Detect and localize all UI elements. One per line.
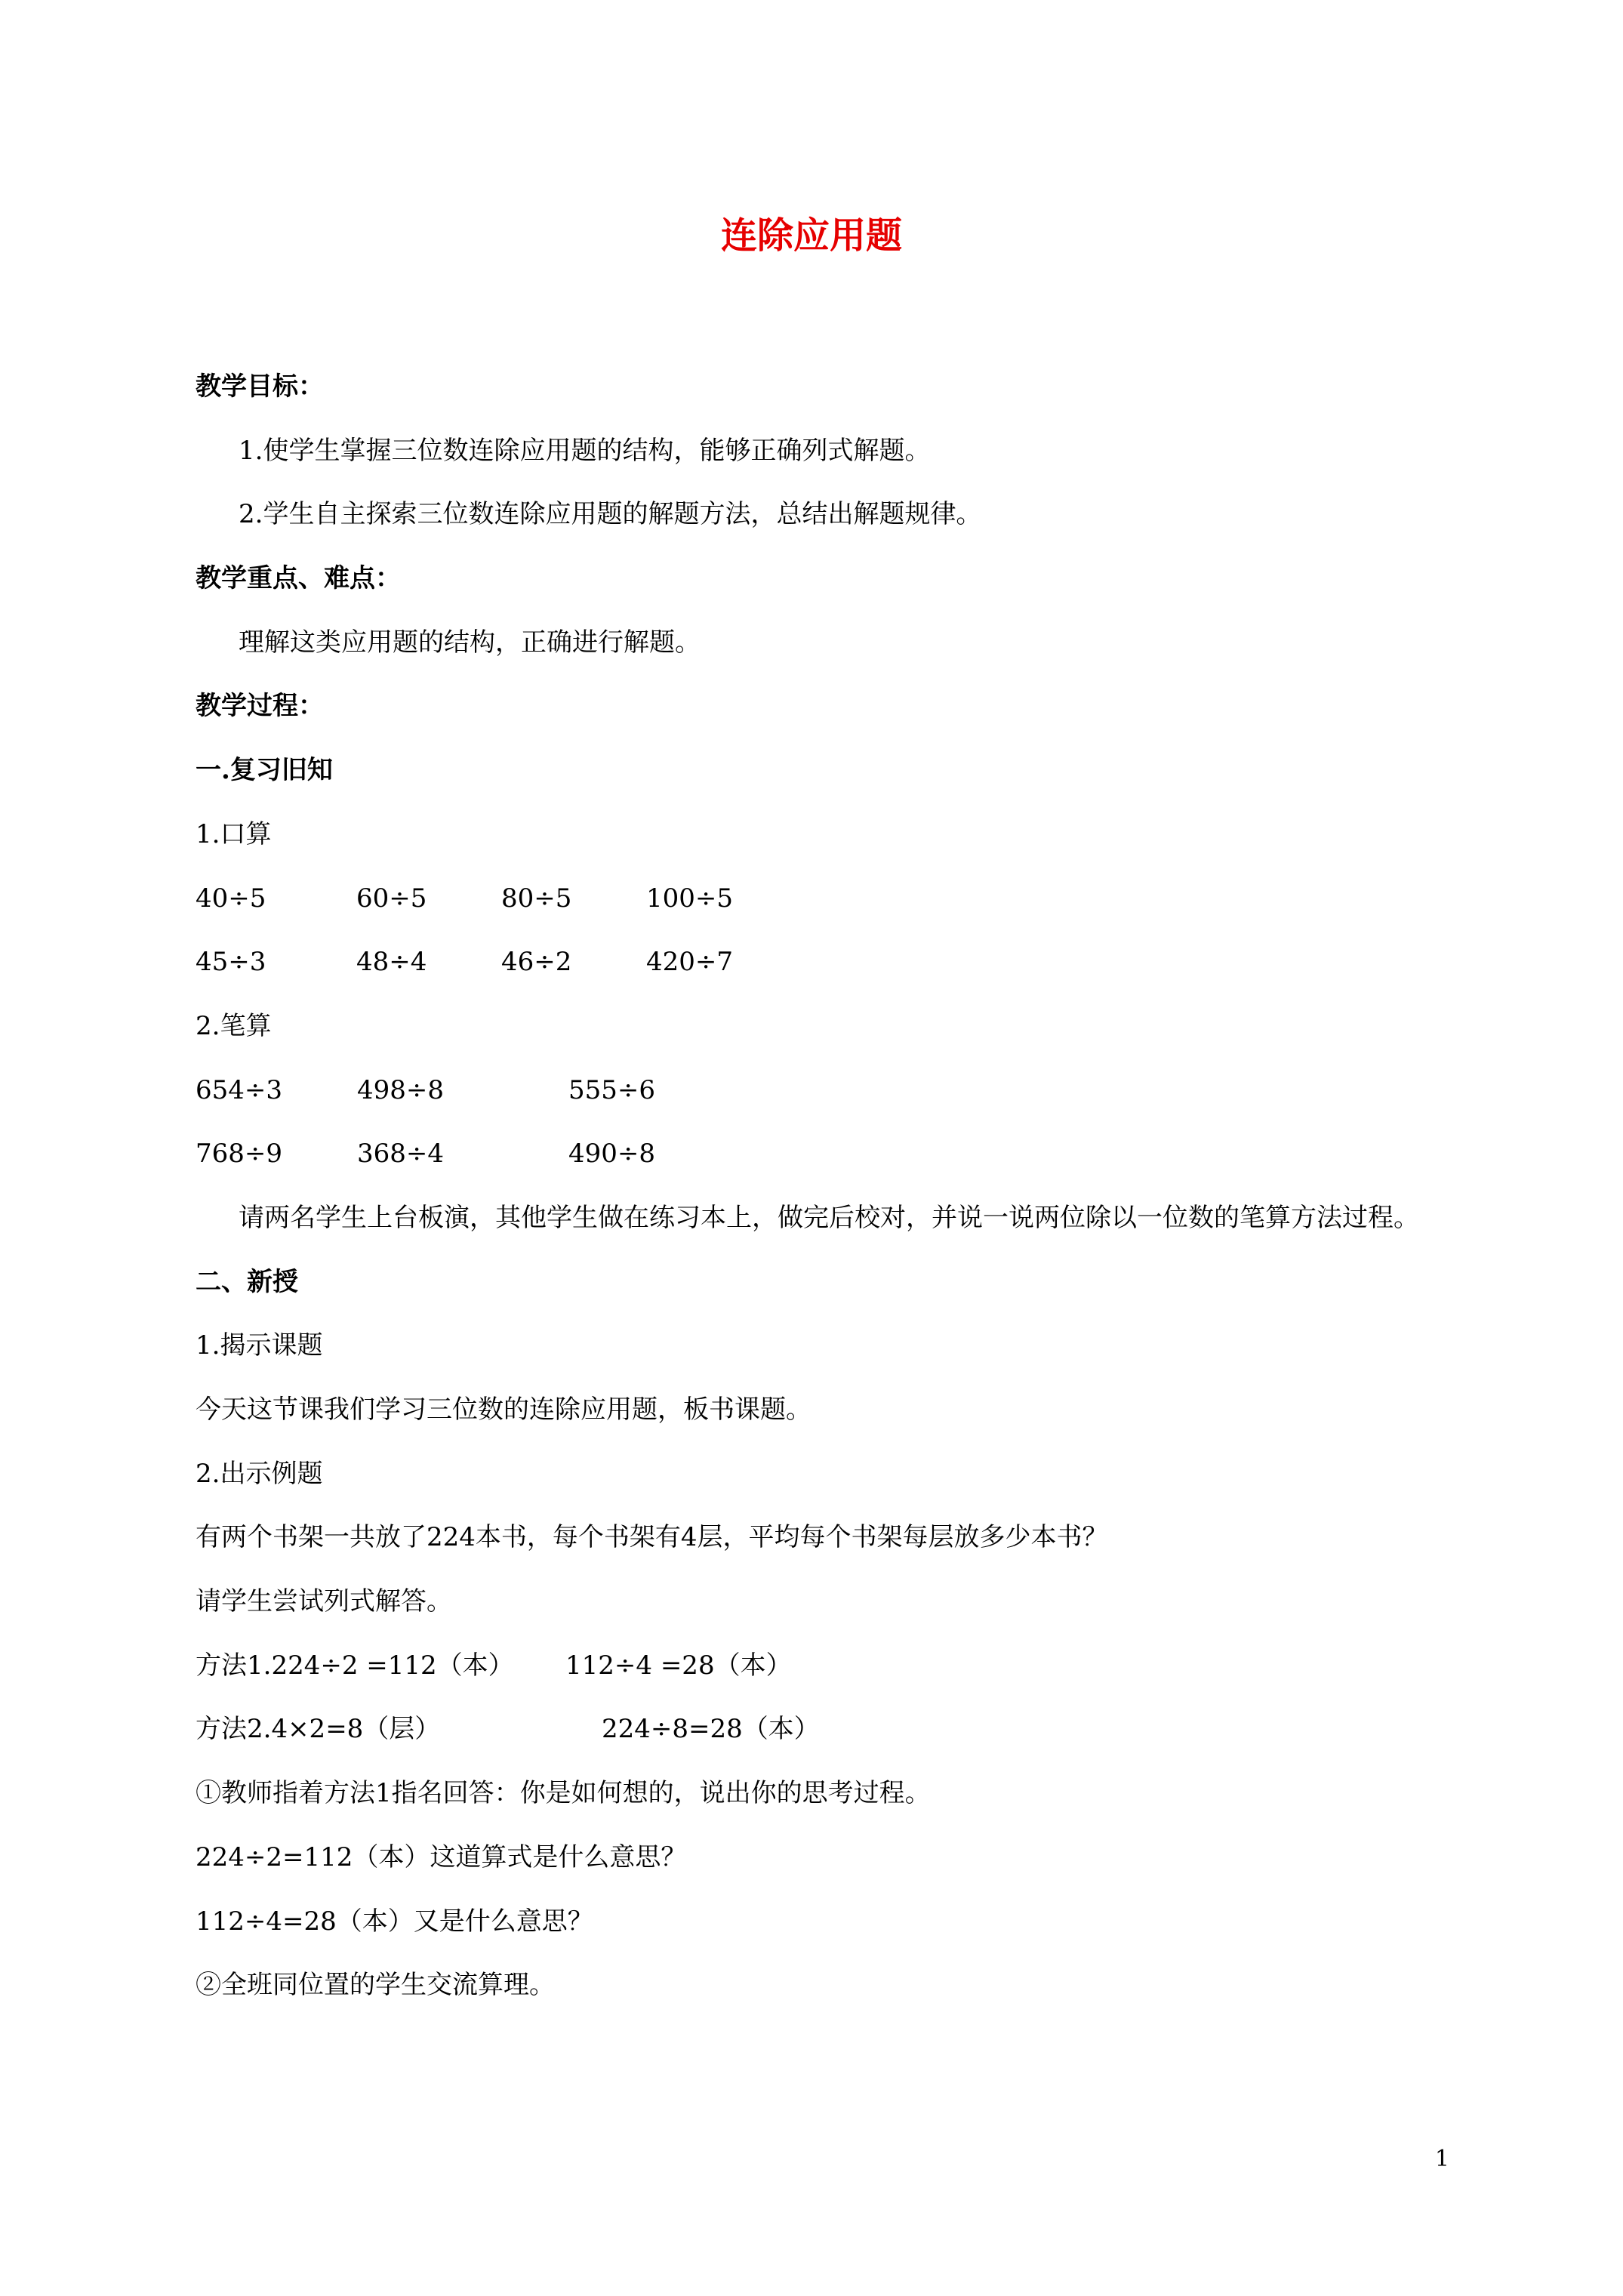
reveal-heading: 1.揭示课题 bbox=[196, 1330, 323, 1361]
review-heading: 一.复习旧知 bbox=[196, 755, 333, 786]
objective-2: 2.学生自主探索三位数连除应用题的解题方法，总结出解题规律。 bbox=[239, 499, 982, 530]
oral-item: 60÷5 bbox=[356, 883, 427, 914]
reveal-text: 今天这节课我们学习三位数的连除应用题，板书课题。 bbox=[196, 1395, 812, 1425]
question-1: 224÷2=112（本）这道算式是什么意思？ bbox=[196, 1841, 687, 1872]
method-1-step-a: 方法1.224÷2 =112（本） bbox=[196, 1650, 514, 1681]
oral-heading: 1.口算 bbox=[196, 818, 272, 849]
objective-1: 1.使学生掌握三位数连除应用题的结构，能够正确列式解题。 bbox=[239, 435, 931, 466]
written-item: 490÷8 bbox=[568, 1139, 656, 1170]
method-1-step-b: 112÷4 =28（本） bbox=[565, 1650, 792, 1681]
written-heading: 2.笔算 bbox=[196, 1010, 272, 1041]
method-1-row bbox=[196, 1634, 1449, 1698]
written-item: 368÷4 bbox=[357, 1139, 445, 1170]
written-item: 768÷9 bbox=[196, 1139, 283, 1170]
new-heading: 二、新授 bbox=[196, 1266, 298, 1297]
objectives-heading: 教学目标： bbox=[196, 371, 324, 402]
written-row-2 bbox=[196, 1122, 1449, 1186]
oral-row-2 bbox=[196, 930, 1449, 994]
board-paragraph: 请两名学生上台板演，其他学生做在练习本上，做完后校对，并说一说两位除以一位数的笔算方法过程。 bbox=[239, 1202, 1419, 1233]
document-body bbox=[196, 355, 1449, 2017]
example-problem: 有两个书架一共放了224本书，每个书架有4层，平均每个书架每层放多少本书？ bbox=[196, 1522, 1108, 1553]
focus-heading: 教学重点、难点： bbox=[196, 563, 401, 594]
document-title: 连除应用题 bbox=[720, 214, 902, 257]
process-heading: 教学过程： bbox=[196, 691, 324, 722]
example-heading: 2.出示例题 bbox=[196, 1458, 323, 1489]
try-text: 请学生尝试列式解答。 bbox=[196, 1586, 452, 1617]
oral-item: 48÷4 bbox=[356, 947, 427, 978]
oral-item: 45÷3 bbox=[196, 947, 266, 978]
method-2-row bbox=[196, 1697, 1449, 1761]
written-item: 498÷8 bbox=[357, 1074, 445, 1105]
written-row-1 bbox=[196, 1059, 1449, 1123]
oral-row-1 bbox=[196, 867, 1449, 931]
step-2: ②全班同位置的学生交流算理。 bbox=[196, 1970, 555, 2001]
oral-item: 40÷5 bbox=[196, 883, 266, 914]
oral-item: 420÷7 bbox=[646, 947, 734, 978]
step-1: ①教师指着方法1指名回答：你是如何想的，说出你的思考过程。 bbox=[196, 1778, 931, 1809]
method-2-step-a: 方法2.4×2=8（层） bbox=[196, 1714, 441, 1745]
written-item: 654÷3 bbox=[196, 1074, 283, 1105]
page-number: 1 bbox=[1434, 2146, 1449, 2172]
focus-text: 理解这类应用题的结构，正确进行解题。 bbox=[239, 627, 701, 658]
oral-item: 46÷2 bbox=[501, 947, 572, 978]
oral-item: 100÷5 bbox=[646, 883, 734, 914]
method-2-step-b: 224÷8=28（本） bbox=[602, 1714, 820, 1745]
question-2: 112÷4=28（本）又是什么意思？ bbox=[196, 1906, 593, 1937]
oral-item: 80÷5 bbox=[501, 883, 572, 914]
written-item: 555÷6 bbox=[568, 1074, 656, 1105]
